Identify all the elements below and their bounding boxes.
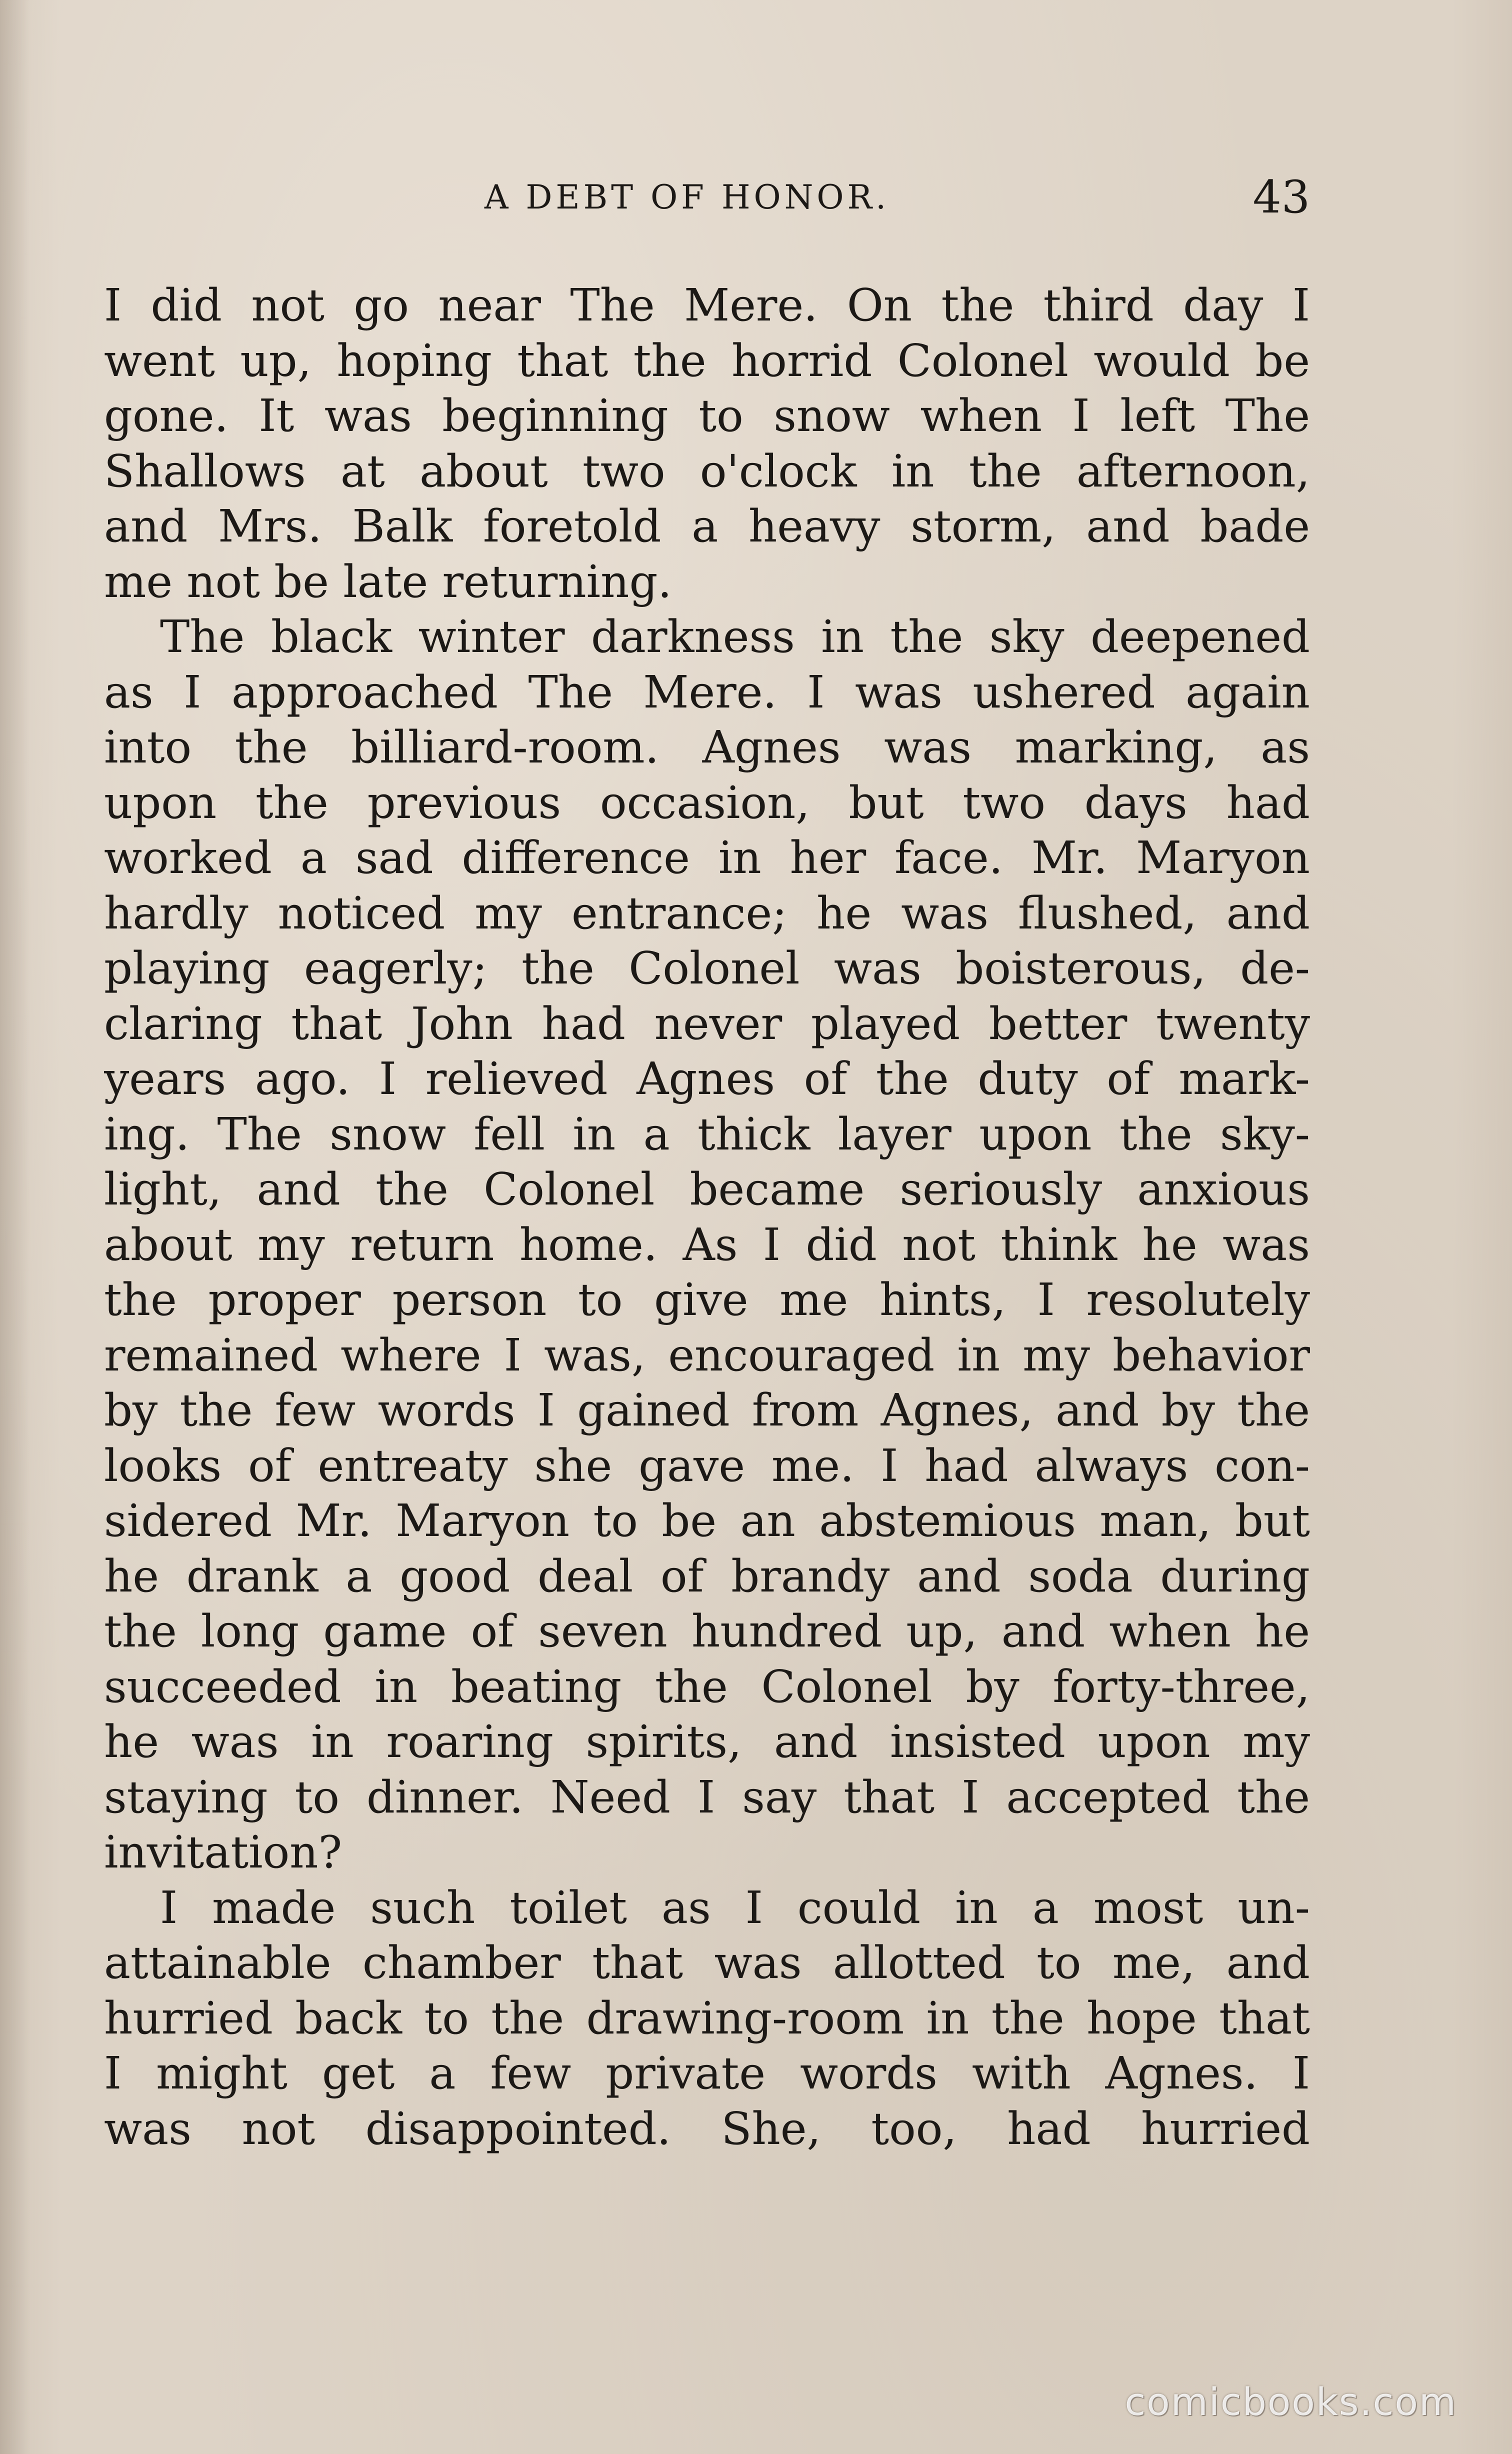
text-line: went up, hoping that the horrid Colonel would be [104, 334, 1310, 386]
text-line: me not be late returning. [104, 555, 672, 608]
running-header [104, 170, 1310, 225]
text-line: hardly noticed my entrance; he was flushed, and [104, 886, 1310, 939]
text-line: looks of entreaty she gave me. I had always con- [104, 1439, 1310, 1492]
running-title: A DEBT OF HONOR. [484, 178, 890, 216]
text-line: years ago. I relieved Agnes of the duty of mark- [104, 1052, 1310, 1104]
text-line: remained where I was, encouraged in my behavior [104, 1328, 1310, 1381]
text-line: gone. It was beginning to snow when I left The [104, 390, 1310, 442]
text-line: about my return home. As I did not think he was [104, 1218, 1310, 1270]
text-line: into the billiard-room. Agnes was marking, as [104, 721, 1310, 773]
text-line: by the few words I gained from Agnes, and by the [104, 1384, 1310, 1436]
text-line: I might get a few private words with Agnes. I [104, 2047, 1310, 2099]
text-line: light, and the Colonel became seriously anxious [104, 1163, 1310, 1215]
text-line: the long game of seven hundred up, and when he [104, 1605, 1310, 1657]
text-line: was not disappointed. She, too, had hurried [104, 2102, 1310, 2154]
text-line: and Mrs. Balk foretold a heavy storm, and bade [104, 500, 1310, 552]
text-line: claring that John had never played better twenty [104, 997, 1310, 1050]
text-line: the proper person to give me hints, I resolutely [104, 1274, 1310, 1326]
text-line: worked a sad difference in her face. Mr. Maryon [104, 832, 1310, 884]
text-line: sidered Mr. Maryon to be an abstemious man, but [104, 1494, 1310, 1546]
text-line: staying to dinner. Need I say that I accepted the [104, 1770, 1310, 1823]
text-line: upon the previous occasion, but two days had [104, 776, 1310, 828]
text-line: invitation? [104, 1826, 342, 1878]
text-line: The black winter darkness in the sky deepened [160, 610, 1310, 662]
text-line: he drank a good deal of brandy and soda during [104, 1550, 1310, 1602]
text-line: Shallows at about two o'clock in the afternoon, [104, 444, 1310, 497]
text-line: I made such toilet as I could in a most un- [160, 1881, 1310, 1934]
text-line: playing eagerly; the Colonel was boisterous, de- [104, 942, 1310, 994]
text-line: as I approached The Mere. I was ushered again [104, 666, 1310, 718]
watermark-logo: comicbooks.com [1124, 2380, 1457, 2424]
text-line: ing. The snow fell in a thick layer upon the sky- [104, 1108, 1310, 1160]
text-line: hurried back to the drawing-room in the hope that [104, 1992, 1310, 2044]
page-number: 43 [1252, 171, 1310, 224]
text-line: I did not go near The Mere. On the third day I [104, 279, 1310, 331]
body-text [104, 278, 1310, 2156]
text-line: succeeded in beating the Colonel by forty-three, [104, 1660, 1310, 1712]
text-line: he was in roaring spirits, and insisted upon my [104, 1716, 1310, 1768]
text-line: attainable chamber that was allotted to me, and [104, 1936, 1310, 1988]
page-edge-shadow [0, 0, 30, 2454]
